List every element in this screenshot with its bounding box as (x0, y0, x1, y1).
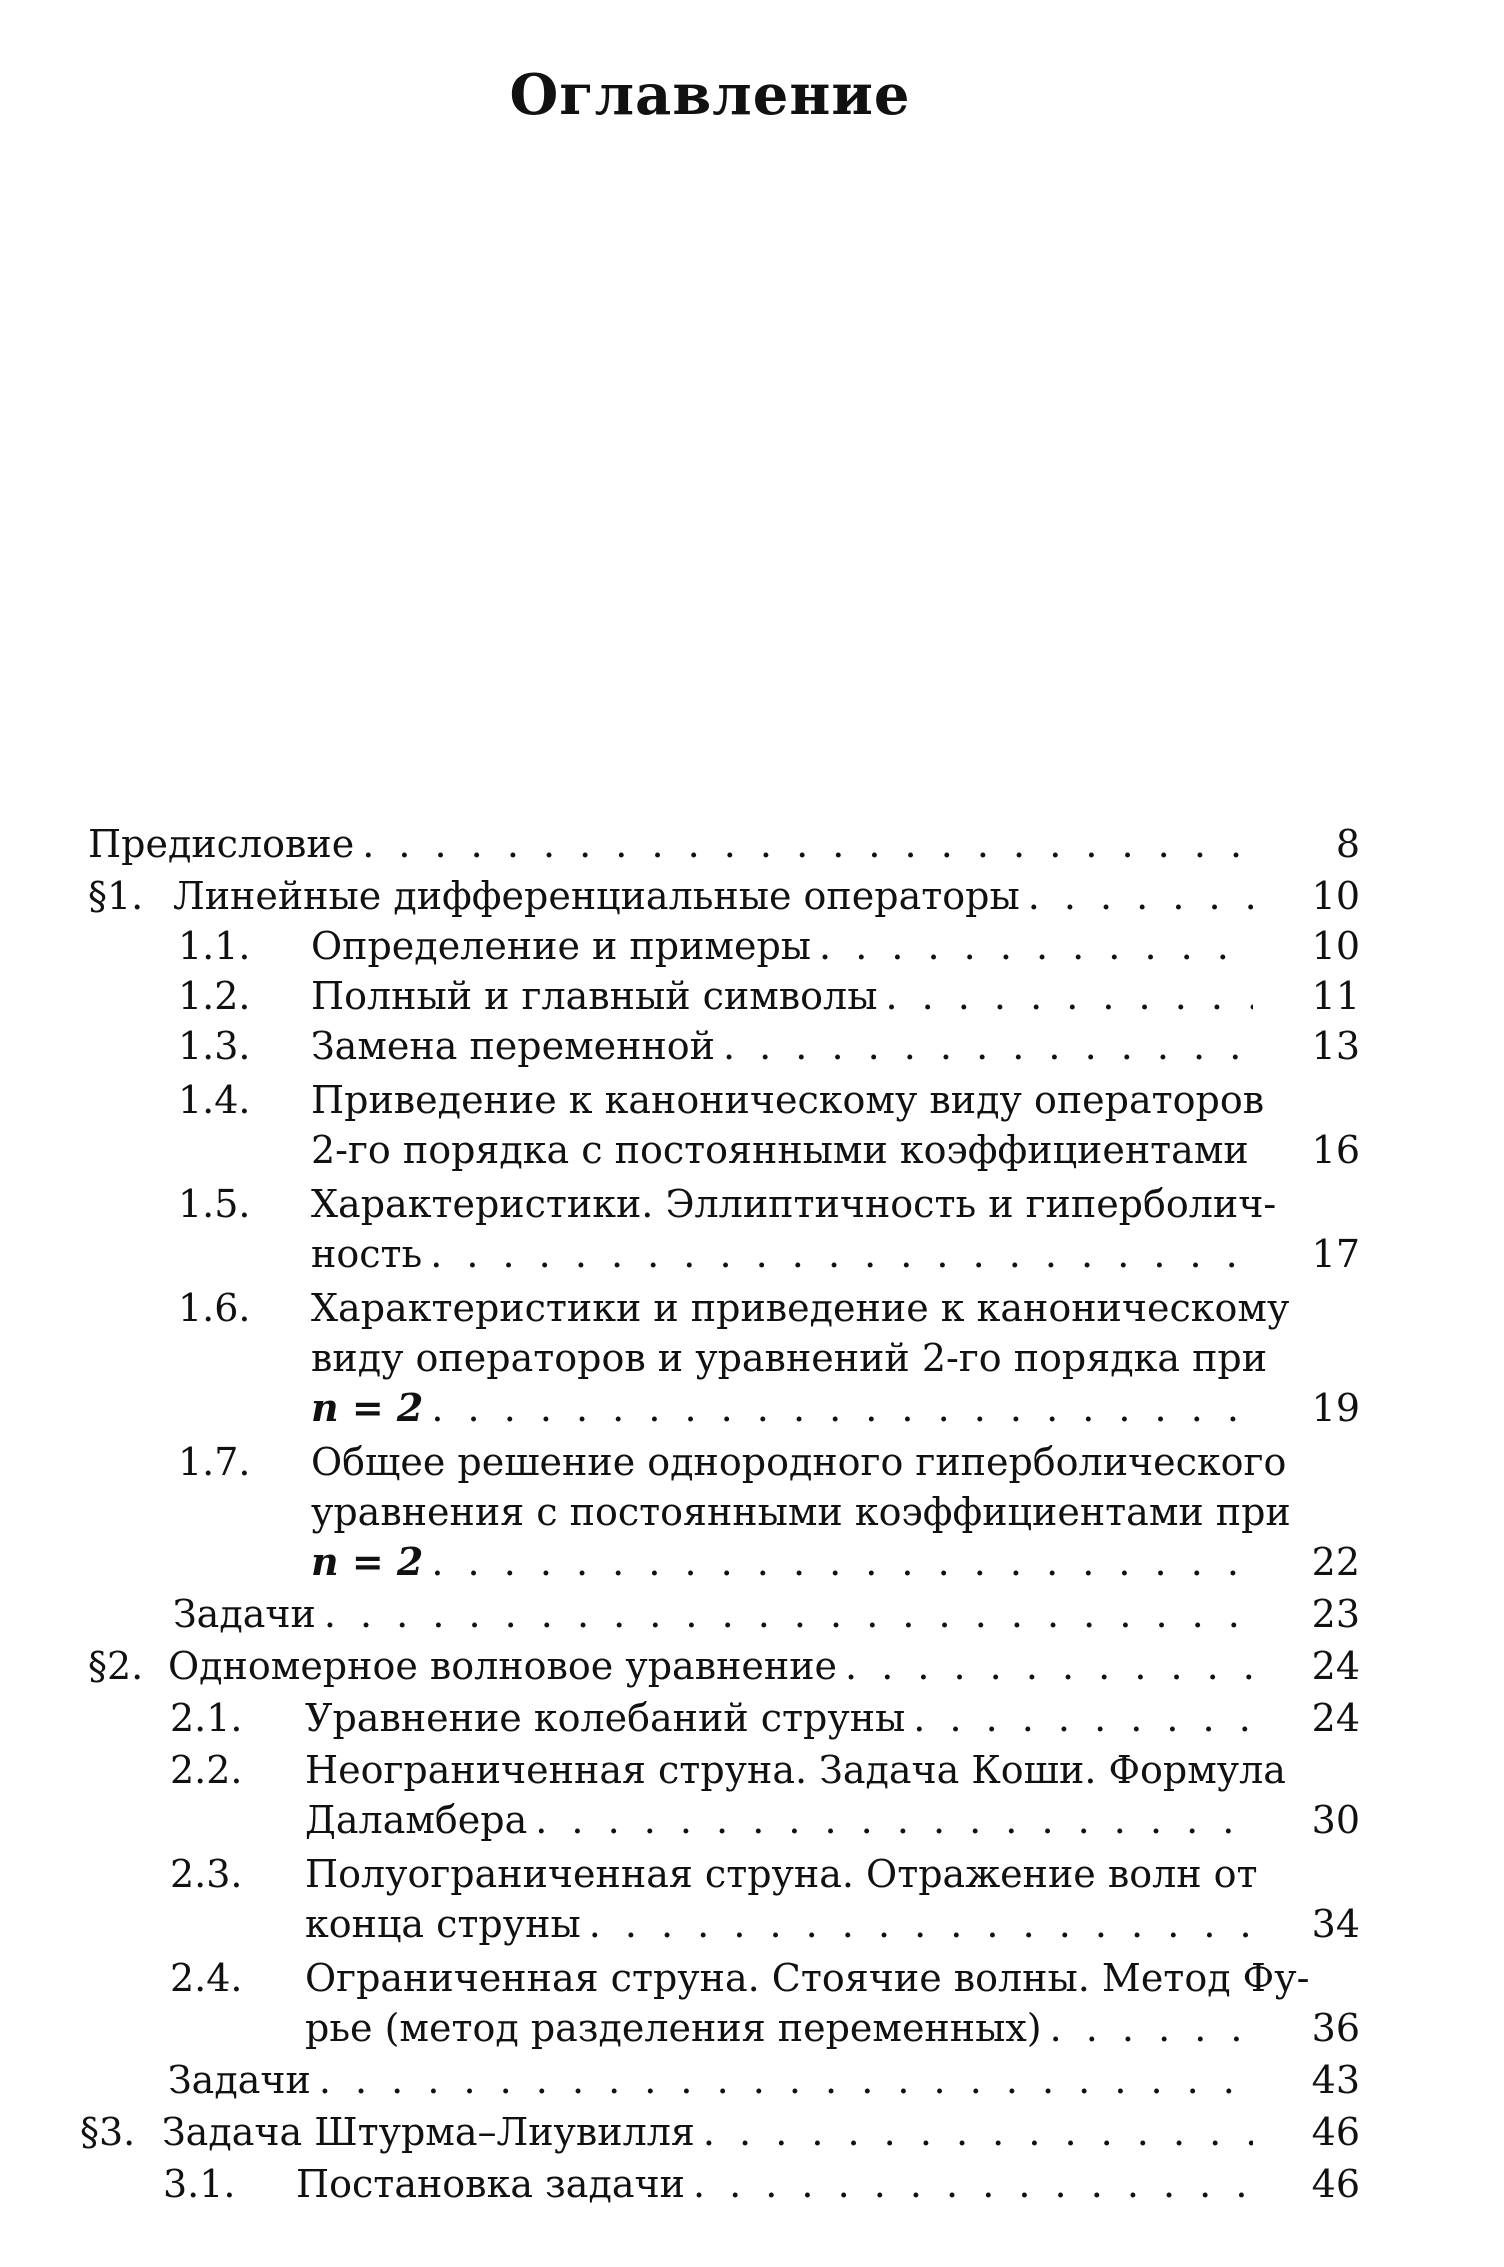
subsection-number: 1.2. (178, 974, 251, 1018)
leader-dots (703, 2106, 1253, 2158)
toc-entry-label-line1: Характеристики. Эллиптичность и гиперболич- (311, 1182, 1277, 1226)
subsection-number: 1.4. (178, 1078, 251, 1122)
toc-entry-label: Постановка задачи (296, 2162, 685, 2206)
leader-dots (324, 1588, 1253, 1640)
leader-dots (1050, 2002, 1253, 2054)
toc-page-number: 13 (1311, 1024, 1360, 1068)
toc-entry-tasks-1[interactable] (173, 1588, 1253, 1640)
toc-page-number: 8 (1335, 822, 1360, 866)
toc-entry-label-line2: 2-го порядка с постоянными коэффициентами (311, 1128, 1249, 1172)
toc-entry-label: Задачи (168, 2058, 311, 2102)
toc-entry-label-line1: Неограниченная струна. Задача Коши. Формула (305, 1748, 1286, 1792)
subsection-number: 3.1. (163, 2162, 236, 2206)
toc-page-number: 30 (1311, 1798, 1360, 1842)
toc-entry-preface[interactable] (88, 818, 1253, 870)
toc-section-2[interactable] (88, 1640, 1253, 1692)
toc-entry-label: Замена переменной (311, 1024, 715, 1068)
toc-entry-label-line2: рье (метод разделения переменных) (305, 2006, 1042, 2050)
toc-subsection-2-1[interactable] (170, 1692, 1253, 1744)
toc-entry-continuation[interactable] (305, 1898, 1253, 1950)
section-number: §3. (80, 2110, 136, 2154)
subsection-number: 2.1. (170, 1696, 243, 1740)
toc-entry-label: Определение и примеры (311, 924, 812, 968)
toc-page-number: 10 (1311, 924, 1360, 968)
leader-dots (693, 2158, 1253, 2210)
leader-dots (885, 970, 1253, 1022)
toc-entry-label-line2: виду операторов и уравнений 2-го порядка при (311, 1336, 1268, 1380)
toc-subsection-1-1[interactable] (178, 920, 1253, 972)
leader-dots (319, 2054, 1253, 2106)
toc-entry-label: Задача Штурма–Лиувилля (162, 2110, 695, 2154)
toc-entry-label-line2: ность (311, 1232, 423, 1276)
toc-entry-continuation[interactable] (305, 2002, 1253, 2054)
leader-dots (1028, 870, 1253, 922)
page-title: Оглавление (509, 62, 911, 128)
subsection-number: 1.6. (178, 1286, 251, 1330)
toc-entry-continuation[interactable] (311, 1332, 1268, 1384)
toc-entry-continuation[interactable] (311, 1536, 1253, 1588)
toc-subsection-2-4[interactable] (170, 1952, 1310, 2004)
toc-page-number: 16 (1311, 1128, 1360, 1172)
toc-subsection-2-2[interactable] (170, 1744, 1286, 1796)
toc-page-number: 46 (1311, 2110, 1360, 2154)
toc-page-number: 24 (1311, 1696, 1360, 1740)
toc-entry-label-line1: Ограниченная струна. Стоячие волны. Метод Фу- (305, 1956, 1310, 2000)
toc-page-number: 43 (1311, 2058, 1360, 2102)
toc-entry-continuation[interactable] (311, 1228, 1253, 1280)
toc-page-number: 46 (1311, 2162, 1360, 2206)
toc-entry-label: Полный и главный символы (311, 974, 878, 1018)
toc-entry-label-line1: Общее решение однородного гиперболического (311, 1440, 1287, 1484)
subsection-number: 1.5. (178, 1182, 251, 1226)
toc-subsection-1-4[interactable] (178, 1074, 1265, 1126)
subsection-number: 2.2. (170, 1748, 243, 1792)
toc-entry-label-line2: конца струны (305, 1902, 581, 1946)
toc-entry-label-line3: n = 2 (311, 1539, 424, 1584)
leader-dots (723, 1020, 1253, 1072)
leader-dots (819, 920, 1253, 972)
section-number: §2. (88, 1644, 144, 1688)
leader-dots (845, 1640, 1253, 1692)
toc-entry-tasks-2[interactable] (168, 2054, 1253, 2106)
leader-dots (362, 818, 1253, 870)
toc-entry-label: Линейные дифференциальные операторы (173, 874, 1020, 918)
toc-page-number: 24 (1311, 1644, 1360, 1688)
leader-dots (431, 1382, 1253, 1434)
toc-entry-label-line1: Характеристики и приведение к каноническому (311, 1286, 1290, 1330)
leader-dots (535, 1794, 1253, 1846)
subsection-number: 2.3. (170, 1852, 243, 1896)
toc-page-number: 23 (1311, 1592, 1360, 1636)
toc-entry-label-line2: уравнения с постоянными коэффициентами при (311, 1490, 1291, 1534)
leader-dots (913, 1692, 1253, 1744)
toc-subsection-2-3[interactable] (170, 1848, 1258, 1900)
toc-subsection-1-5[interactable] (178, 1178, 1277, 1230)
toc-entry-continuation[interactable] (311, 1486, 1291, 1538)
subsection-number: 1.3. (178, 1024, 251, 1068)
leader-dots (430, 1228, 1253, 1280)
toc-entry-continuation[interactable] (305, 1794, 1253, 1846)
toc-entry-label: Одномерное волновое уравнение (168, 1644, 838, 1688)
section-number: §1. (88, 874, 144, 918)
toc-entry-label: Задачи (173, 1592, 316, 1636)
toc-page-number: 22 (1311, 1540, 1360, 1584)
toc-page-number: 36 (1311, 2006, 1360, 2050)
toc-entry-label-line1: Полуограниченная струна. Отражение волн от (305, 1852, 1258, 1896)
toc-entry-label-line3: n = 2 (311, 1385, 424, 1430)
toc-subsection-1-7[interactable] (178, 1436, 1287, 1488)
toc-subsection-3-1[interactable] (163, 2158, 1253, 2210)
toc-entry-label-line2: Даламбера (305, 1798, 528, 1842)
toc-subsection-1-6[interactable] (178, 1282, 1290, 1334)
toc-entry-label: Предисловие (88, 822, 355, 866)
toc-entry-label: Уравнение колебаний струны (305, 1696, 906, 1740)
subsection-number: 1.7. (178, 1440, 251, 1484)
toc-page-number: 10 (1311, 874, 1360, 918)
toc-entry-label-line1: Приведение к каноническому виду операторов (311, 1078, 1265, 1122)
subsection-number: 2.4. (170, 1956, 243, 2000)
toc-subsection-1-3[interactable] (178, 1020, 1253, 1072)
leader-dots (589, 1898, 1253, 1950)
toc-subsection-1-2[interactable] (178, 970, 1253, 1022)
leader-dots (431, 1536, 1253, 1588)
subsection-number: 1.1. (178, 924, 251, 968)
toc-page-number: 17 (1311, 1232, 1360, 1276)
toc-section-3[interactable] (80, 2106, 1253, 2158)
toc-page-number: 34 (1311, 1902, 1360, 1946)
toc-entry-continuation[interactable] (311, 1124, 1253, 1176)
toc-entry-continuation[interactable] (311, 1382, 1253, 1434)
toc-section-1[interactable] (88, 870, 1253, 922)
toc-page-number: 19 (1311, 1386, 1360, 1430)
toc-page-number: 11 (1311, 974, 1360, 1018)
